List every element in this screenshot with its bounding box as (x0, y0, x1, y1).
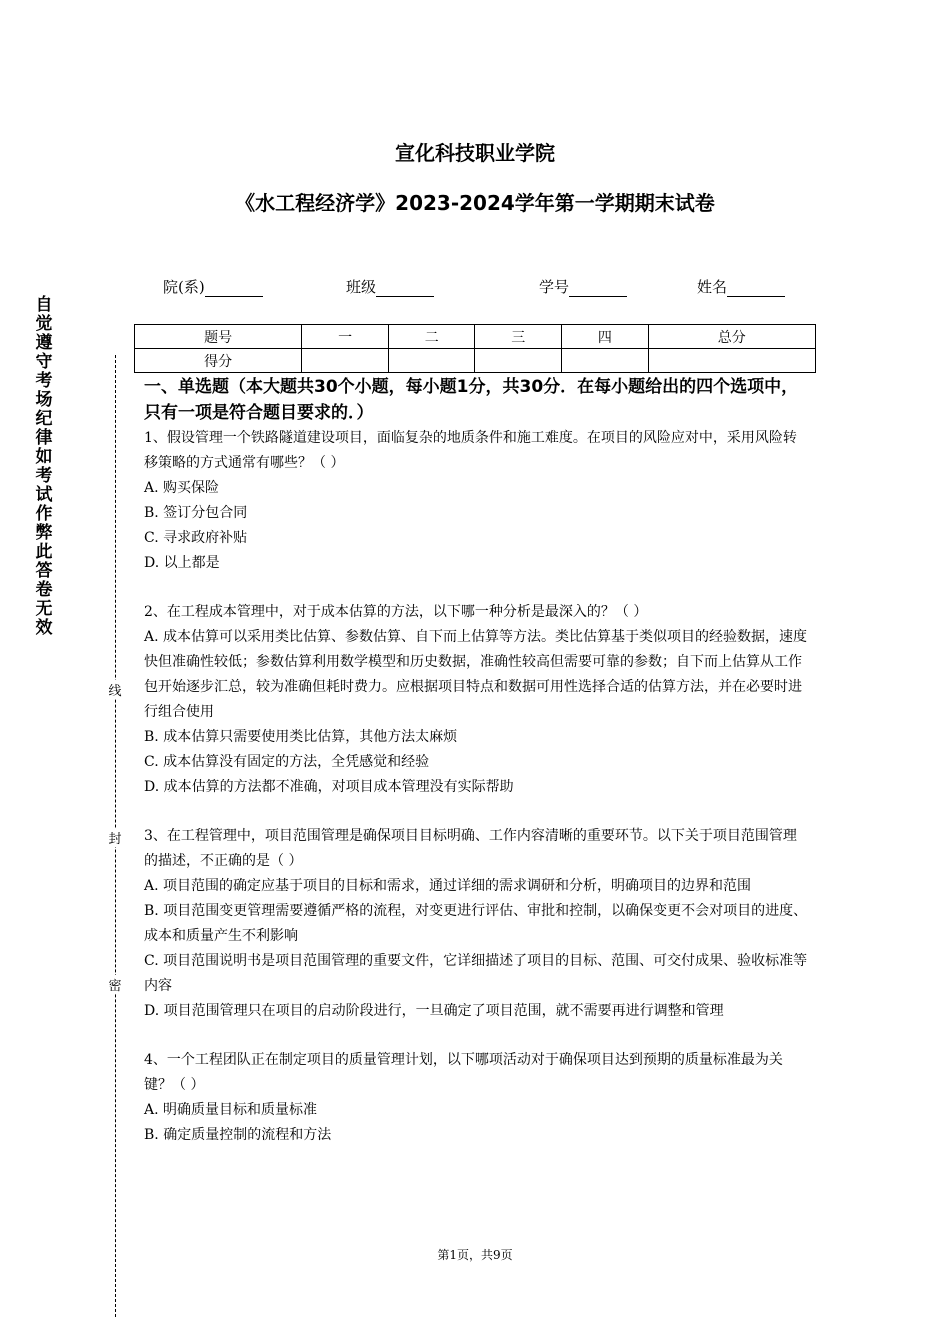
side-note-char: 试 (35, 485, 53, 505)
department-blank[interactable] (205, 281, 263, 297)
side-note-char: 此 (35, 542, 53, 562)
exam-content (144, 374, 809, 1148)
school-name: 宣化科技职业学院 (395, 141, 555, 165)
option[interactable]: B. 成本估算只需要使用类比估算，其他方法太麻烦 (144, 729, 458, 745)
side-note-char: 觉 (35, 314, 53, 334)
seal-seal-char: 封 (106, 828, 124, 847)
side-note-char: 无 (35, 599, 53, 619)
option[interactable]: D. 成本估算的方法都不准确，对项目成本管理没有实际帮助 (144, 779, 514, 795)
section-heading: 一、单选题（本大题共30个小题，每小题1分，共30分．在每小题给出的四个选项中，只有一项是符合题目要求的．） (144, 377, 799, 423)
side-note-char: 律 (35, 428, 53, 448)
score-row-label: 得分 (135, 349, 302, 373)
name-blank[interactable] (727, 281, 785, 297)
seal-secret-char: 密 (106, 975, 124, 994)
header-cell: 四 (562, 325, 649, 349)
score-row (135, 349, 816, 373)
question-3 (144, 824, 809, 1024)
question-2 (144, 600, 809, 800)
seal-line-char: 线 (106, 680, 124, 699)
score-cell[interactable] (388, 349, 475, 373)
name-label: 姓名 (697, 278, 728, 296)
name-field (697, 276, 785, 297)
side-note-char: 答 (35, 561, 53, 581)
option[interactable]: B. 签订分包合同 (144, 505, 248, 521)
option[interactable]: C. 项目范围说明书是项目范围管理的重要文件，它详细描述了项目的目标、范围、可交付成果、验收标准等内容 (144, 953, 808, 994)
question-4 (144, 1048, 809, 1148)
exam-title: 《水工程经济学》2023-2024学年第一学期期末试卷 (235, 191, 715, 215)
option[interactable]: C. 寻求政府补贴 (144, 530, 248, 546)
score-table (134, 324, 816, 373)
score-cell[interactable] (475, 349, 562, 373)
option[interactable]: D. 以上都是 (144, 555, 220, 571)
side-note-char: 考 (35, 371, 53, 391)
side-note-char: 作 (35, 504, 53, 524)
option[interactable]: B. 项目范围变更管理需要遵循严格的流程，对变更进行评估、审批和控制，以确保变更不会对项目的进度、成本和质量产生不利影响 (144, 903, 808, 944)
question-stem: 4、一个工程团队正在制定项目的质量管理计划，以下哪项活动对于确保项目达到预期的质量标准最为关键？（ ） (144, 1052, 783, 1093)
header-cell: 二 (388, 325, 475, 349)
option[interactable]: C. 成本估算没有固定的方法，全凭感觉和经验 (144, 754, 430, 770)
header-cell: 一 (302, 325, 389, 349)
student-id-label: 学号 (539, 278, 570, 296)
student-id-blank[interactable] (569, 281, 627, 297)
side-note-char: 纪 (35, 409, 53, 429)
score-cell[interactable] (562, 349, 649, 373)
option[interactable]: A. 明确质量目标和质量标准 (144, 1102, 318, 1118)
score-header-row (135, 325, 816, 349)
class-blank[interactable] (376, 281, 434, 297)
page-footer: 第1页，共9页 (437, 1248, 513, 1262)
option[interactable]: D. 项目范围管理只在项目的启动阶段进行，一旦确定了项目范围，就不需要再进行调整和管理 (144, 1003, 724, 1019)
question-stem: 3、在工程管理中，项目范围管理是确保项目目标明确、工作内容清晰的重要环节。以下关于项目范围管理的描述，不正确的是（ ） (144, 828, 797, 869)
header-cell: 题号 (135, 325, 302, 349)
option[interactable]: A. 购买保险 (144, 480, 220, 496)
side-note-char: 守 (35, 352, 53, 372)
header-cell: 三 (475, 325, 562, 349)
side-note-char: 弊 (35, 523, 53, 543)
option[interactable]: A. 项目范围的确定应基于项目的目标和需求，通过详细的需求调研和分析，明确项目的边界和范围 (144, 878, 752, 894)
question-1 (144, 426, 809, 576)
option[interactable]: B. 确定质量控制的流程和方法 (144, 1127, 332, 1143)
score-cell[interactable] (302, 349, 389, 373)
side-note-char: 遵 (35, 333, 53, 353)
department-field (163, 276, 263, 297)
option[interactable]: A. 成本估算可以采用类比估算、参数估算、自下而上估算等方法。类比估算基于类似项目的经验数据，速度快但准确性较低；参数估算利用数学模型和历史数据，准确性较高但需要可靠的参数；自下而上估算从工作包开始逐步汇总，较为准确但耗时费力。应根据项目特点和数据可用性选择合适的估算方法，并在必要时进行组合使用 (144, 629, 808, 720)
side-note-char: 考 (35, 466, 53, 486)
score-cell[interactable] (648, 349, 815, 373)
department-label: 院(系) (163, 278, 205, 296)
class-field (346, 276, 434, 297)
side-note-char: 自 (35, 295, 53, 315)
header-cell: 总分 (648, 325, 815, 349)
student-id-field (539, 276, 627, 297)
question-stem: 2、在工程成本管理中，对于成本估算的方法，以下哪一种分析是最深入的？（ ） (144, 604, 648, 620)
side-note-char: 卷 (35, 580, 53, 600)
side-note (33, 296, 55, 638)
side-note-char: 如 (35, 447, 53, 467)
side-note-char: 场 (35, 390, 53, 410)
class-label: 班级 (346, 278, 377, 296)
question-stem: 1、假设管理一个铁路隧道建设项目，面临复杂的地质条件和施工难度。在项目的风险应对中，采用风险转移策略的方式通常有哪些？（ ） (144, 430, 797, 471)
side-note-char: 效 (35, 618, 53, 638)
